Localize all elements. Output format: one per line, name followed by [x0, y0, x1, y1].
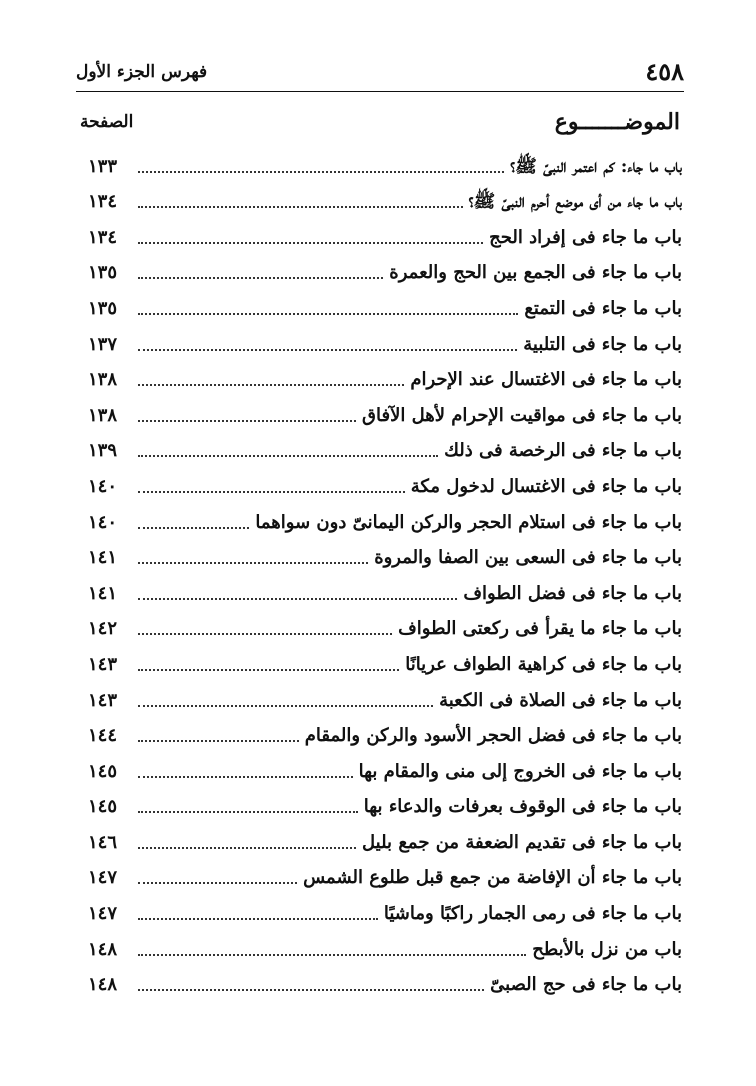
toc-entry-page: ١٤٨	[88, 974, 118, 996]
dot-leader	[138, 455, 438, 457]
toc-entry	[88, 181, 682, 217]
toc-entry-title: باب ما جاء فى تقديم الضعفة من جمع بليل	[362, 831, 682, 853]
toc-entry-page: ١٤٢	[88, 618, 118, 640]
toc-entry-title: باب ما جاء فى فضل الطواف	[463, 582, 682, 604]
dot-leader	[138, 420, 356, 422]
dot-leader	[138, 206, 463, 208]
dot-leader	[138, 882, 297, 884]
toc-entry-page: ١٤٣	[88, 653, 118, 675]
toc-entry-title: باب ما جاء فى الخروج إلى منى والمقام بها	[358, 760, 682, 782]
column-headings	[80, 104, 680, 140]
toc-entry-page: ١٣٩	[88, 440, 118, 462]
dot-leader	[138, 313, 518, 315]
dot-leader	[138, 954, 526, 956]
dot-leader	[138, 669, 399, 671]
toc-entry	[88, 786, 682, 822]
toc-entry-title: باب ما جاء فى الرخصة فى ذلك	[444, 440, 682, 462]
dot-leader	[138, 598, 457, 600]
toc-entry	[88, 537, 682, 573]
toc-entry-page: ١٤٦	[88, 831, 118, 853]
toc-entry-title: باب ما جاء فى الاغتسال لدخول مكة	[410, 475, 682, 497]
toc-entry-title: باب ما جاء فى كراهية الطواف عريانًا	[405, 653, 682, 675]
dot-leader	[138, 989, 484, 991]
toc-entry	[88, 394, 682, 430]
header-rule	[76, 91, 684, 92]
toc-entry-title: باب ما جاء فى استلام الحجر والركن اليمانىّ دون سواهما	[255, 511, 682, 533]
toc-entry-page: ١٤٠	[88, 475, 118, 497]
toc-entry-title: باب ما جاء فى حج الصبىّ	[490, 974, 682, 996]
toc-entry-title: باب ما جاء فى التمتع	[524, 297, 682, 319]
dot-leader	[138, 740, 299, 742]
page-column-heading: الصفحة	[80, 112, 134, 132]
dot-leader	[138, 527, 249, 529]
toc-entry	[88, 216, 682, 252]
toc-entry-page: ١٣٤	[88, 191, 118, 213]
toc-entry-title: باب من نزل بالأبطح	[532, 938, 682, 960]
toc-entry	[88, 501, 682, 537]
toc-entry	[88, 145, 682, 181]
toc-entry-page: ١٣٨	[88, 369, 118, 391]
toc-entry-page: ١٤٣	[88, 689, 118, 711]
toc-entry-page: ١٤٧	[88, 903, 118, 925]
toc-entry-page: ١٤٠	[88, 511, 118, 533]
toc-entry-page: ١٤١	[88, 547, 118, 569]
dot-leader	[138, 633, 392, 635]
toc-entry-page: ١٣٣	[88, 155, 118, 177]
topic-column-heading: الموضـــــــوع	[554, 109, 680, 135]
dot-leader	[138, 847, 356, 849]
toc-entry	[88, 608, 682, 644]
toc-entry	[88, 715, 682, 751]
dot-leader	[138, 491, 405, 493]
toc-entry-page: ١٣٤	[88, 226, 118, 248]
toc-entry-page: ١٤٥	[88, 796, 118, 818]
toc-entry	[88, 323, 682, 359]
dot-leader	[138, 384, 404, 386]
toc-entry-title: باب ما جاء فى الاغتسال عند الإحرام	[410, 369, 682, 391]
dot-leader	[138, 705, 433, 707]
toc-entry-title: باب ما جاء فى الوقوف بعرفات والدعاء بها	[363, 796, 682, 818]
dot-leader	[138, 171, 504, 173]
toc-entry	[88, 430, 682, 466]
toc-entry-title: باب ما جاء فى الجمع بين الحج والعمرة	[389, 262, 682, 284]
toc-entry	[88, 643, 682, 679]
table-of-contents	[88, 145, 682, 999]
dot-leader	[138, 811, 358, 813]
toc-entry-title: باب ما جاء أن الإفاضة من جمع قبل طلوع الشمس	[303, 867, 682, 889]
toc-entry-page: ١٣٥	[88, 297, 118, 319]
toc-entry	[88, 964, 682, 1000]
toc-entry-page: ١٤٨	[88, 938, 118, 960]
running-title: فهرس الجزء الأول	[76, 62, 208, 82]
toc-entry-title: باب ما جاء من أى موضع أحرم النبىّ ﷺ؟	[468, 191, 682, 213]
toc-entry-page: ١٣٨	[88, 404, 118, 426]
toc-entry	[88, 928, 682, 964]
toc-entry-title: باب ما جاء فى فضل الحجر الأسود والركن والمقام	[304, 725, 682, 747]
toc-entry-title: باب ما جاء: كم اعتمر النبىّ ﷺ؟	[510, 155, 682, 177]
toc-entry-page: ١٤٤	[88, 725, 118, 747]
toc-entry-title: باب ما جاء فى التلبية	[523, 333, 682, 355]
dot-leader	[138, 349, 517, 351]
toc-entry-title: باب ما جاء فى مواقيت الإحرام لأهل الآفاق	[362, 404, 682, 426]
dot-leader	[138, 918, 378, 920]
toc-entry	[88, 287, 682, 323]
dot-leader	[138, 776, 353, 778]
toc-entry-title: باب ما جاء فى السعى بين الصفا والمروة	[374, 547, 682, 569]
toc-entry	[88, 679, 682, 715]
page-header	[76, 56, 684, 88]
toc-entry-page: ١٣٥	[88, 262, 118, 284]
dot-leader	[138, 242, 483, 244]
toc-entry	[88, 252, 682, 288]
page-number: ٤٥٨	[645, 57, 684, 86]
toc-entry-title: باب ما جاء فى رمى الجمار راكبًا وماشيًا	[383, 903, 682, 925]
toc-entry-page: ١٤٧	[88, 867, 118, 889]
toc-entry	[88, 359, 682, 395]
toc-entry-title: باب ما جاء فى الصلاة فى الكعبة	[439, 689, 682, 711]
dot-leader	[138, 277, 383, 279]
dot-leader	[138, 562, 368, 564]
toc-entry	[88, 465, 682, 501]
toc-entry	[88, 572, 682, 608]
toc-entry-title: باب ما جاء فى إفراد الحج	[489, 226, 682, 248]
toc-entry-page: ١٣٧	[88, 333, 118, 355]
toc-entry	[88, 750, 682, 786]
toc-entry-title: باب ما جاء ما يقرأ فى ركعتى الطواف	[398, 618, 682, 640]
toc-entry-page: ١٤١	[88, 582, 118, 604]
toc-entry	[88, 821, 682, 857]
toc-entry-page: ١٤٥	[88, 760, 118, 782]
toc-entry	[88, 892, 682, 928]
toc-entry	[88, 857, 682, 893]
